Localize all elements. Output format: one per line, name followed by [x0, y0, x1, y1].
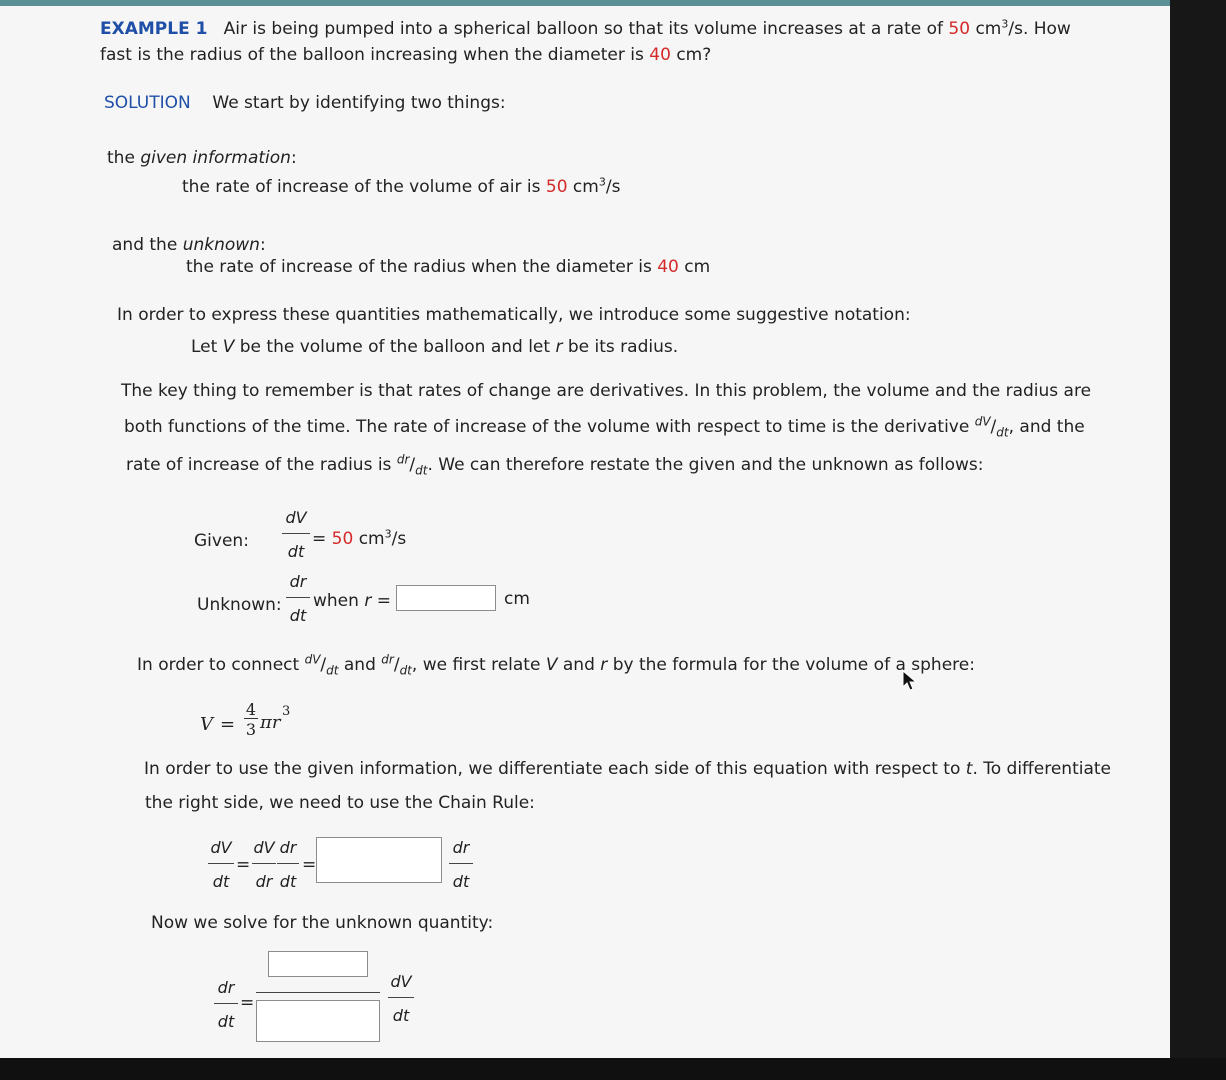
solve-numerator-input[interactable] — [268, 951, 368, 977]
chain-rule-answer-input[interactable] — [316, 837, 442, 883]
given-eq-label: Given: — [194, 531, 249, 551]
chain-dvdt-fraction: dV dt — [208, 838, 234, 891]
key-line-2: both functions of the time. The rate of increase of the volume with respect to time is the derivative $^{dV}/_{dt}$, and the — [124, 414, 1085, 440]
unknown-eq-fraction: dr dt — [286, 572, 310, 625]
given-eq-value: = 50 $cm^3/s$ — [312, 527, 407, 549]
mouse-cursor-icon — [900, 669, 920, 693]
chain-equals-1: = — [236, 855, 251, 875]
solve-equals: = — [240, 993, 255, 1013]
given-info-detail: the rate of increase of the volume of air is 50 $cm^3/s$ — [182, 175, 621, 197]
solve-line: Now we solve for the unknown quantity: — [151, 913, 494, 933]
solution-line: SOLUTION We start by identifying two things: — [104, 93, 506, 113]
chain-line-2: the right side, we need to use the Chain Rule: — [145, 793, 535, 813]
connect-line: In order to connect $^{dV}/_{dt}$ and $^{dr}/_{dt}$, we first relate V and r by the formula for the volume of a sphere: — [137, 652, 975, 678]
content-page: EXAMPLE 1 Air is being pumped into a spherical balloon so that its volume increases at a rate of 50 $cm^3/s$. How fast is the radius of the balloon increasing when the diameter is 40 cm? SOLUTION We start by identifying two things: the given information: the rate of increase of the volume of air is 50 $cm^3/s$ and the unknown: the rate of increase of the radius when the diameter is 40 cm In order to express these quantities mathematically, we introduce some suggestive notation: Let V be the volume of the balloon and let r be its radius. The key thing to remember is that rates of change are derivatives. In this problem, the volume and the radius are both functions of the time. The rate of increase of the volume with respect to time is the derivative $^{dV}/_{dt}$, and the rate of increase of the radius is $^{dr}/_{dt}$. We can therefore restate the given and the unknown as follows: Given: dV dt = 50 $cm^3/s$ Unknown: dr dt when r = cm In order to connect $^{dV}/_{dt}$ and $^{dr}/_{dt}$, we first relate V and r by the formula for the volume of a sphere: V = 4 3 πr 3 In order to use the given information, we differentiate each side of this equation with respect to t. To differentiate the right side, we need to use the Chain Rule: dV dt = dV dr dr dt = dr dt Now we solve for the unknown quantity: dr dt = dV dt — [0, 6, 1170, 1058]
solve-fraction-bar — [256, 992, 380, 993]
solution-label: SOLUTION — [104, 93, 191, 113]
chain-line-1: In order to use the given information, we differentiate each side of this equation with respect to t. To differentiate — [144, 759, 1112, 779]
radius-answer-input[interactable] — [396, 585, 496, 611]
chain-dvdr-fraction: dV dr — [253, 838, 275, 891]
chain-right-fraction: dr dt — [449, 838, 473, 891]
chain-drdt-fraction: dr dt — [277, 838, 299, 891]
example-statement-line-1: EXAMPLE 1 Air is being pumped into a spherical balloon so that its volume increases at a rate of 50 $cm^3/s$. How — [100, 17, 1071, 39]
unknown-eq-label: Unknown: — [197, 595, 282, 615]
chain-equals-2: = — [302, 855, 317, 875]
unknown-info-heading: and the unknown: — [112, 235, 266, 255]
unknown-info-detail: the rate of increase of the radius when the diameter is 40 cm — [186, 257, 711, 277]
unknown-eq-unit: cm — [504, 589, 530, 609]
example-label: EXAMPLE 1 — [100, 19, 208, 39]
notation-line-2: Let V be the volume of the balloon and let r be its radius. — [191, 337, 679, 357]
screen-bezel-right — [1170, 0, 1226, 1080]
solve-drdt-fraction: dr dt — [214, 978, 238, 1031]
given-eq-fraction: dV dt — [282, 508, 310, 561]
solve-denominator-input[interactable] — [256, 1000, 380, 1042]
unknown-eq-when: when r = — [313, 591, 391, 611]
solve-dvdt-fraction: dV dt — [388, 972, 414, 1025]
example-statement-line-2: fast is the radius of the balloon increasing when the diameter is 40 cm? — [100, 45, 712, 65]
screen-bezel-bottom — [0, 1058, 1226, 1080]
key-line-1: The key thing to remember is that rates of change are derivatives. In this problem, the volume and the radius are — [121, 381, 1092, 401]
given-info-heading: the given information: — [107, 148, 297, 168]
key-line-3: rate of increase of the radius is $^{dr}/_{dt}$. We can therefore restate the given and the unknown as follows: — [126, 452, 984, 478]
notation-line-1: In order to express these quantities mathematically, we introduce some suggestive notation: — [117, 305, 911, 325]
